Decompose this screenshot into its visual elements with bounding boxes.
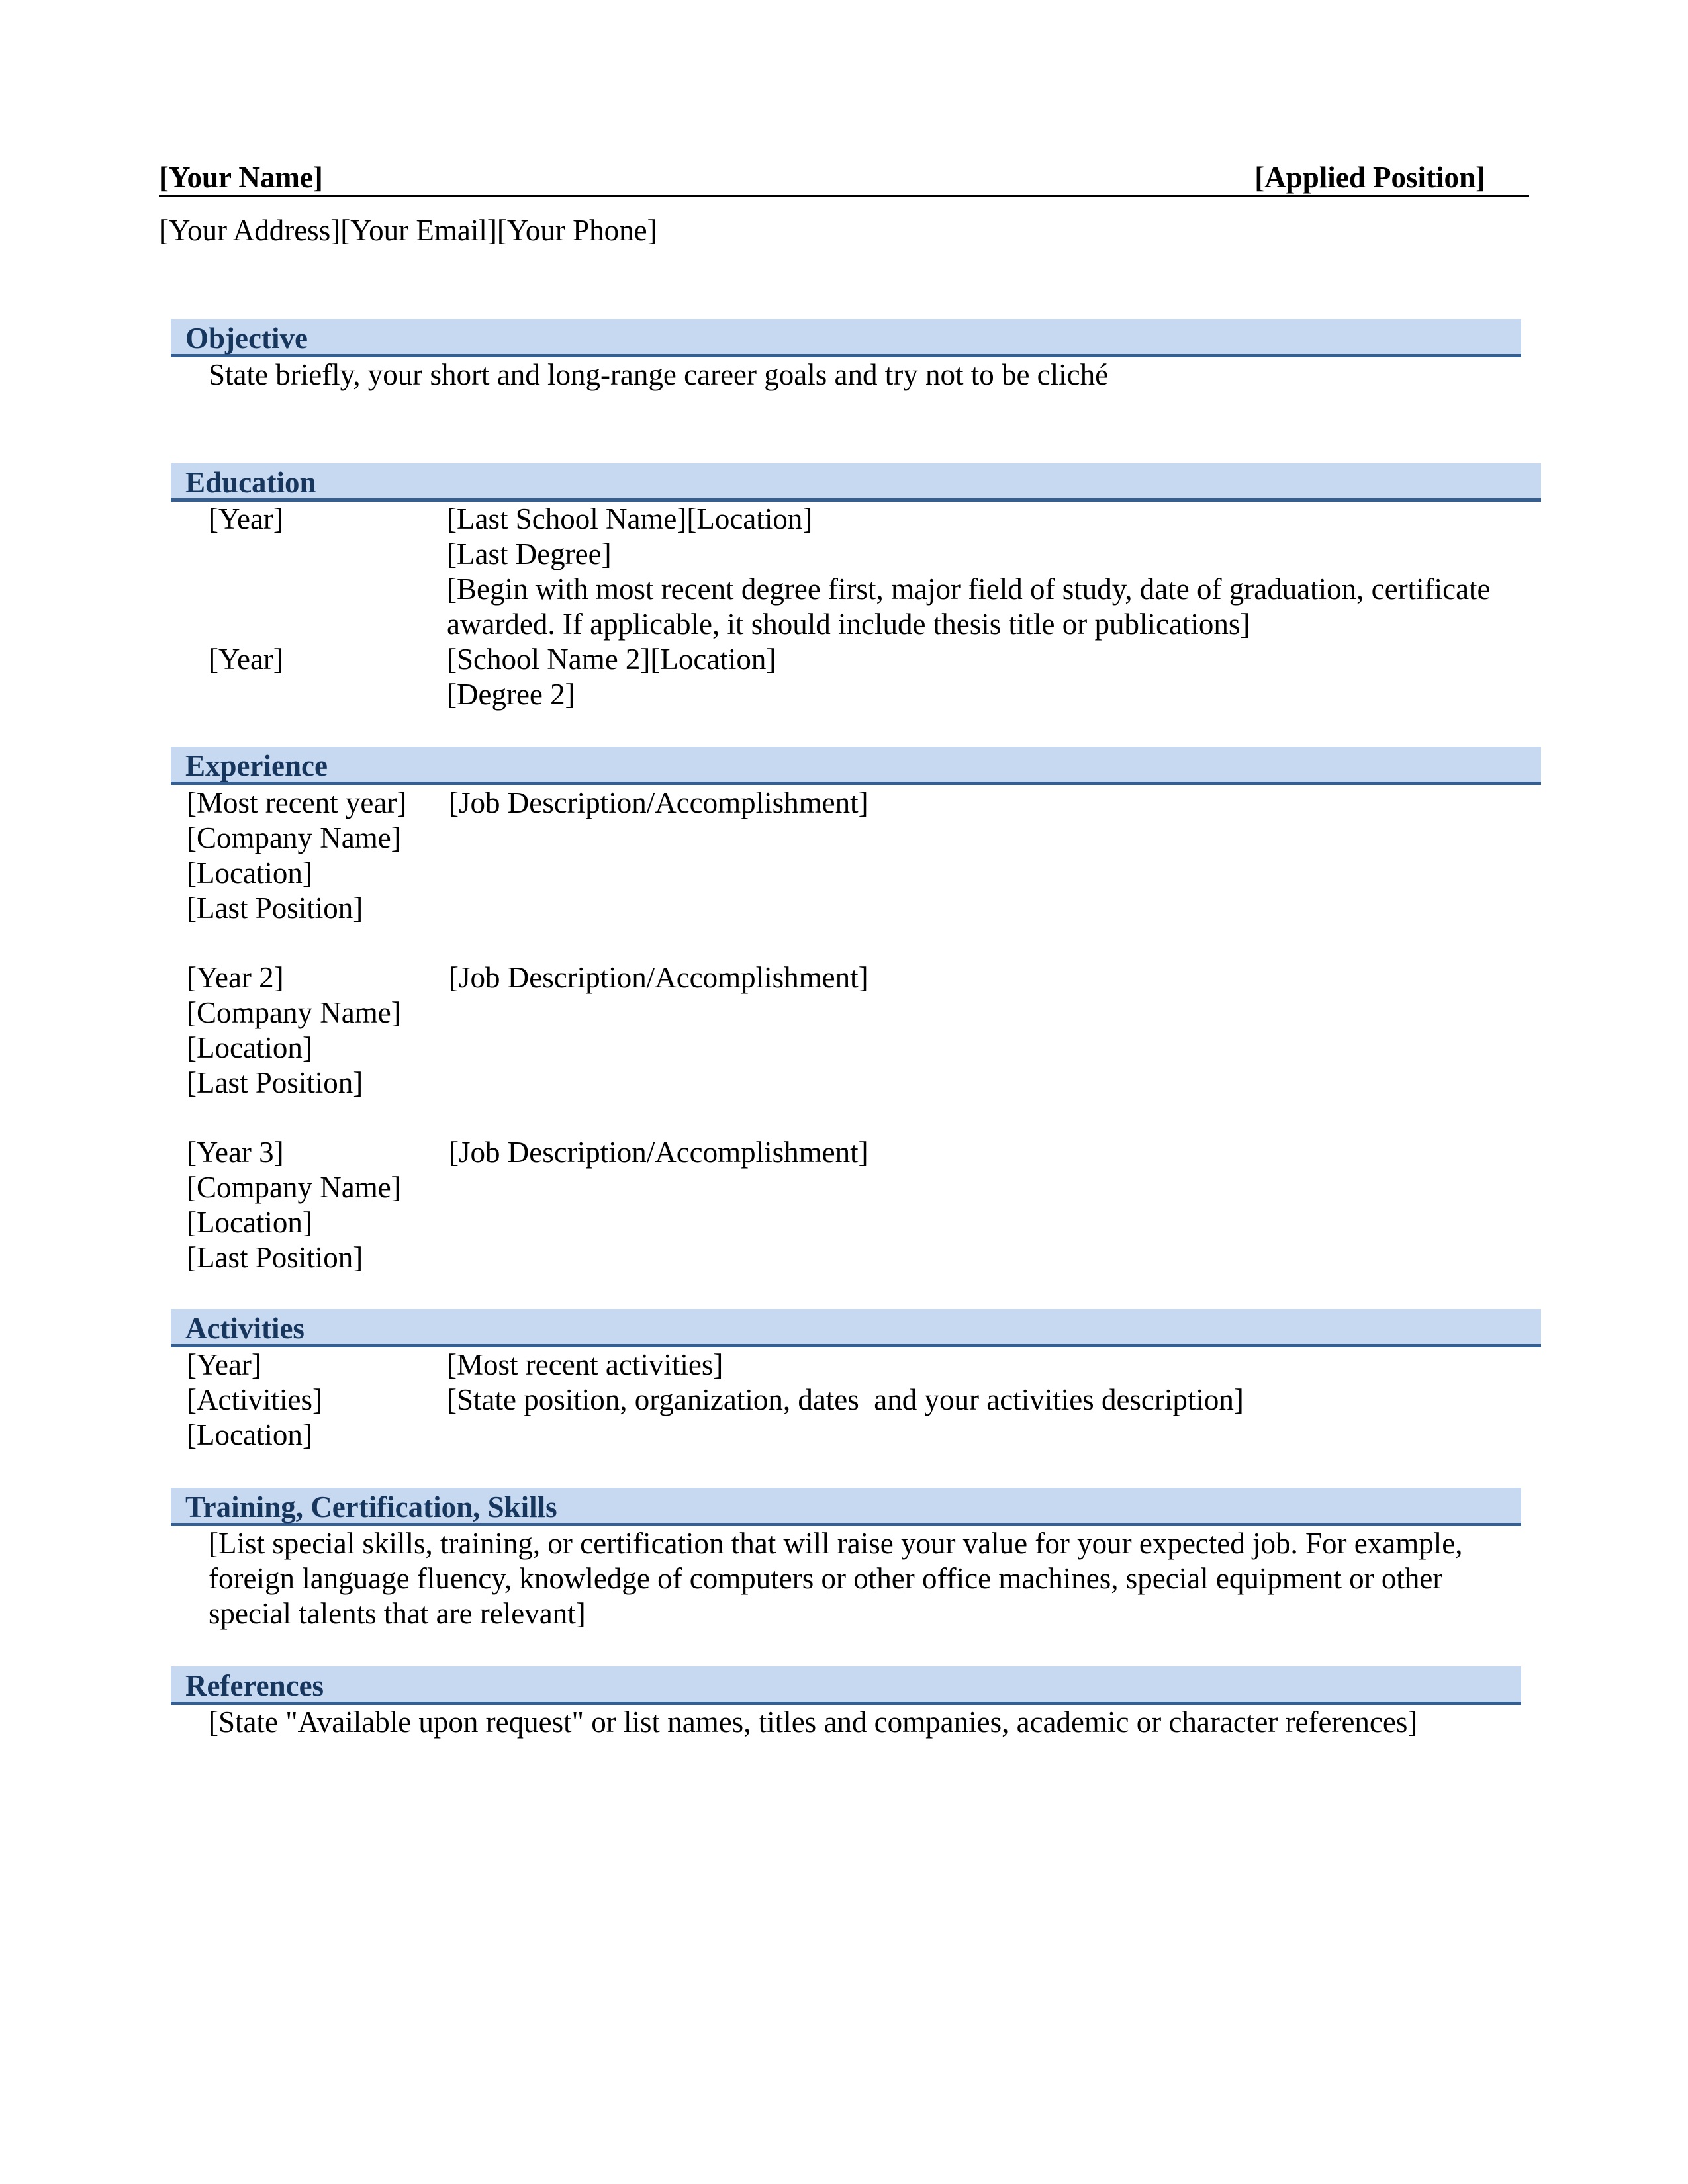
experience-company: [Company Name] [187, 996, 401, 1029]
contact-line: [Your Address][Your Email][Your Phone] [159, 214, 657, 247]
activities-heading-band [171, 1309, 1541, 1347]
education-description: awarded. If applicable, it should include thesis title or publications] [447, 608, 1250, 641]
training-text: foreign language fluency, knowledge of computers or other office machines, special equipment or other [209, 1562, 1443, 1595]
training-text: special talents that are relevant] [209, 1597, 586, 1630]
activities-recent: [Most recent activities] [447, 1348, 724, 1381]
experience-description: [Job Description/Accomplishment] [449, 961, 868, 994]
experience-location: [Location] [187, 1031, 312, 1064]
experience-heading-band [171, 747, 1541, 785]
training-heading-band [171, 1488, 1521, 1526]
applied-position: [Applied Position] [1254, 161, 1485, 194]
experience-description: [Job Description/Accomplishment] [449, 1136, 868, 1169]
experience-location: [Location] [187, 856, 312, 889]
activities-heading: Activities [185, 1312, 305, 1345]
experience-year: [Most recent year] [187, 786, 407, 819]
objective-heading: Objective [185, 322, 308, 355]
header-rule [159, 195, 1529, 197]
experience-company: [Company Name] [187, 1171, 401, 1204]
activities-name: [Activities] [187, 1383, 322, 1416]
activities-location: [Location] [187, 1418, 312, 1451]
references-heading-band [171, 1666, 1521, 1705]
experience-position: [Last Position] [187, 1241, 363, 1274]
experience-year: [Year 2] [187, 961, 284, 994]
education-degree: [Degree 2] [447, 678, 575, 711]
training-text: [List special skills, training, or certification that will raise your value for your expected job. For example, [209, 1527, 1463, 1560]
education-heading-band [171, 463, 1541, 502]
references-heading: References [185, 1669, 324, 1702]
education-year: [Year] [209, 643, 283, 676]
references-text: [State "Available upon request" or list names, titles and companies, academic or character references] [209, 1706, 1418, 1739]
education-degree: [Last Degree] [447, 537, 612, 570]
experience-year: [Year 3] [187, 1136, 284, 1169]
objective-heading-band [171, 319, 1521, 357]
experience-heading: Experience [185, 749, 328, 782]
education-heading: Education [185, 466, 316, 499]
applicant-name: [Your Name] [159, 161, 323, 194]
education-school: [Last School Name][Location] [447, 502, 813, 535]
education-year: [Year] [209, 502, 283, 535]
activities-year: [Year] [187, 1348, 261, 1381]
education-description: [Begin with most recent degree first, major field of study, date of graduation, certificate [447, 572, 1491, 606]
experience-description: [Job Description/Accomplishment] [449, 786, 868, 819]
experience-position: [Last Position] [187, 1066, 363, 1099]
activities-description: [State position, organization, dates and your activities description] [447, 1383, 1244, 1416]
objective-text: State briefly, your short and long-range career goals and try not to be cliché [209, 358, 1109, 391]
training-heading: Training, Certification, Skills [185, 1490, 557, 1524]
experience-company: [Company Name] [187, 821, 401, 854]
experience-location: [Location] [187, 1206, 312, 1239]
education-school: [School Name 2][Location] [447, 643, 776, 676]
experience-position: [Last Position] [187, 891, 363, 925]
